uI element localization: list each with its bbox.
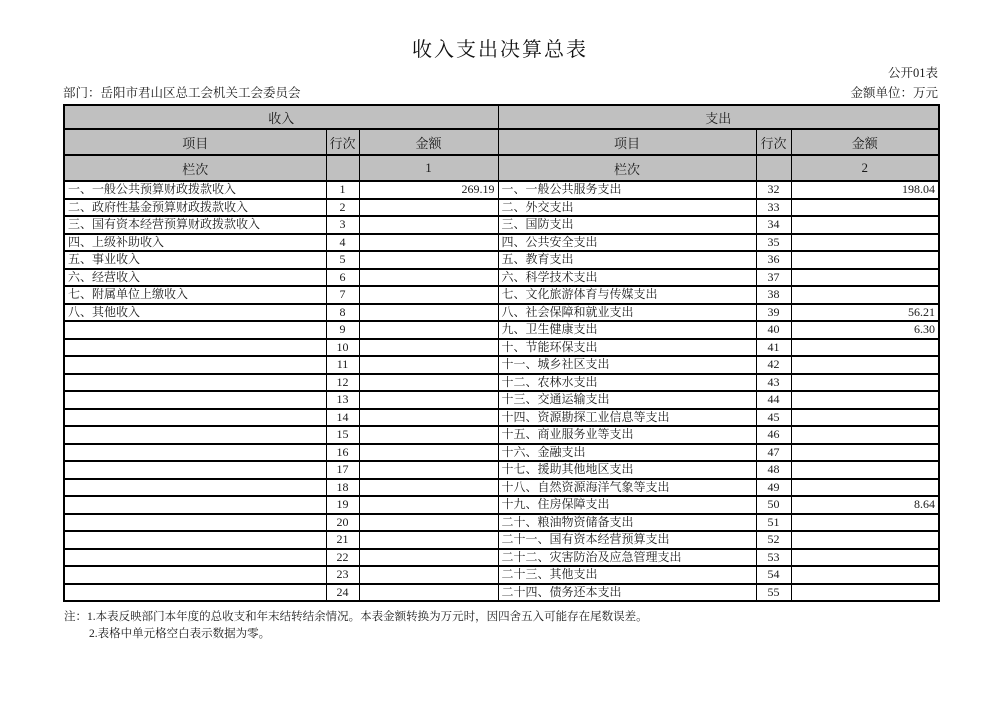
- income-rowno-cell: 21: [326, 531, 359, 549]
- table-row: [64, 181, 939, 199]
- income-amount-cell: [359, 426, 498, 444]
- expense-amount-cell: 6.30: [791, 321, 939, 339]
- expense-rowno-cell: 43: [756, 374, 791, 392]
- expense-item-cell: 十六、金融支出: [498, 444, 756, 462]
- income-item-cell: [64, 549, 326, 567]
- income-amount-cell: [359, 549, 498, 567]
- income-item-cell: 五、事业收入: [64, 251, 326, 269]
- expense-lanci-blank: [756, 155, 791, 181]
- expense-amount-cell: [791, 391, 939, 409]
- table-row: [64, 216, 939, 234]
- table-row: [64, 549, 939, 567]
- table-row: [64, 234, 939, 252]
- income-rowno-cell: 16: [326, 444, 359, 462]
- income-amount-cell: [359, 444, 498, 462]
- income-amount-cell: [359, 374, 498, 392]
- expense-rowno-cell: 46: [756, 426, 791, 444]
- income-amount-cell: [359, 304, 498, 322]
- income-rowno-cell: 18: [326, 479, 359, 497]
- expense-rowno-cell: 32: [756, 181, 791, 199]
- table-row: [64, 321, 939, 339]
- expense-amount-cell: [791, 199, 939, 217]
- table-row: [64, 426, 939, 444]
- expense-rowno-cell: 35: [756, 234, 791, 252]
- table-row: [64, 304, 939, 322]
- expense-amount-cell: [791, 514, 939, 532]
- column-header-row: [64, 129, 939, 155]
- income-item-cell: 三、国有资本经营预算财政拨款收入: [64, 216, 326, 234]
- expense-rowno-cell: 49: [756, 479, 791, 497]
- meta-row: [63, 83, 938, 101]
- income-rowno-cell: 4: [326, 234, 359, 252]
- income-amount-cell: [359, 286, 498, 304]
- table-row: [64, 251, 939, 269]
- expense-rowno-cell: 41: [756, 339, 791, 357]
- income-rowno-cell: 15: [326, 426, 359, 444]
- income-amount-cell: [359, 409, 498, 427]
- income-amount-cell: [359, 234, 498, 252]
- expense-rowno-cell: 44: [756, 391, 791, 409]
- expense-item-cell: 七、文化旅游体育与传媒支出: [498, 286, 756, 304]
- income-item-cell: [64, 356, 326, 374]
- expense-item-cell: 十九、住房保障支出: [498, 496, 756, 514]
- income-amount-cell: [359, 356, 498, 374]
- expense-amount-cell: [791, 584, 939, 602]
- expense-amount-cell: [791, 479, 939, 497]
- table-row: [64, 269, 939, 287]
- income-rowno-cell: 5: [326, 251, 359, 269]
- income-item-cell: 八、其他收入: [64, 304, 326, 322]
- expense-rowno-header: 行次: [756, 129, 791, 155]
- income-column-no: 1: [359, 155, 498, 181]
- income-amount-cell: [359, 514, 498, 532]
- expense-rowno-cell: 51: [756, 514, 791, 532]
- income-rowno-cell: 12: [326, 374, 359, 392]
- expense-amount-cell: [791, 374, 939, 392]
- income-lanci-label: 栏次: [64, 155, 326, 181]
- expense-rowno-cell: 42: [756, 356, 791, 374]
- expense-item-cell: 二十四、债务还本支出: [498, 584, 756, 602]
- expense-item-cell: 十七、援助其他地区支出: [498, 461, 756, 479]
- income-amount-cell: [359, 496, 498, 514]
- expense-amount-cell: [791, 531, 939, 549]
- expense-amount-cell: 56.21: [791, 304, 939, 322]
- expense-rowno-cell: 45: [756, 409, 791, 427]
- expense-item-cell: 十二、农林水支出: [498, 374, 756, 392]
- income-item-cell: [64, 496, 326, 514]
- expense-amount-cell: 8.64: [791, 496, 939, 514]
- table-row: [64, 566, 939, 584]
- expense-rowno-cell: 38: [756, 286, 791, 304]
- table-row: [64, 199, 939, 217]
- expense-amount-cell: [791, 216, 939, 234]
- income-rowno-cell: 8: [326, 304, 359, 322]
- income-item-cell: [64, 374, 326, 392]
- income-amount-cell: [359, 584, 498, 602]
- income-amount-cell: [359, 321, 498, 339]
- income-rowno-cell: 11: [326, 356, 359, 374]
- income-item-cell: [64, 479, 326, 497]
- table-row: [64, 339, 939, 357]
- page-title: 收入支出决算总表: [412, 39, 588, 61]
- expense-item-header: 项目: [498, 129, 756, 155]
- income-amount-cell: [359, 461, 498, 479]
- table-row: [64, 584, 939, 602]
- income-amount-cell: [359, 269, 498, 287]
- expense-item-cell: 二十二、灾害防治及应急管理支出: [498, 549, 756, 567]
- unit-label: 金额单位：万元: [850, 86, 938, 100]
- income-rowno-cell: 3: [326, 216, 359, 234]
- table-row: [64, 391, 939, 409]
- footnote-1: 注：1.本表反映部门本年度的总收支和年末结转结余情况。本表金额转换为万元时，因四舍五入可能存在尾数误差。: [64, 611, 648, 623]
- income-item-cell: [64, 444, 326, 462]
- expense-item-cell: 十一、城乡社区支出: [498, 356, 756, 374]
- expense-amount-cell: [791, 339, 939, 357]
- expense-item-cell: 九、卫生健康支出: [498, 321, 756, 339]
- expense-rowno-cell: 54: [756, 566, 791, 584]
- income-item-cell: 六、经营收入: [64, 269, 326, 287]
- expense-amount-cell: [791, 269, 939, 287]
- income-section-header: 收入: [64, 105, 498, 129]
- table-row: [64, 531, 939, 549]
- expense-rowno-cell: 48: [756, 461, 791, 479]
- expense-item-cell: 六、科学技术支出: [498, 269, 756, 287]
- table-row: [64, 286, 939, 304]
- income-item-header: 项目: [64, 129, 326, 155]
- income-lanci-blank: [326, 155, 359, 181]
- expense-amount-cell: [791, 286, 939, 304]
- table-row: [64, 461, 939, 479]
- expense-item-cell: 二十一、国有资本经营预算支出: [498, 531, 756, 549]
- expense-rowno-cell: 40: [756, 321, 791, 339]
- expense-amount-cell: [791, 461, 939, 479]
- expense-item-cell: 三、国防支出: [498, 216, 756, 234]
- expense-amount-cell: [791, 444, 939, 462]
- footnotes: [64, 609, 648, 643]
- expense-item-cell: 八、社会保障和就业支出: [498, 304, 756, 322]
- income-rowno-cell: 2: [326, 199, 359, 217]
- expense-item-cell: 二、外交支出: [498, 199, 756, 217]
- expense-item-cell: 十三、交通运输支出: [498, 391, 756, 409]
- income-item-cell: [64, 584, 326, 602]
- income-item-cell: [64, 461, 326, 479]
- expense-item-cell: 十八、自然资源海洋气象等支出: [498, 479, 756, 497]
- footnote-2: 2.表格中单元格空白表示数据为零。: [89, 628, 271, 640]
- income-amount-cell: [359, 479, 498, 497]
- income-rowno-cell: 13: [326, 391, 359, 409]
- income-rowno-cell: 20: [326, 514, 359, 532]
- income-amount-cell: [359, 251, 498, 269]
- expense-amount-cell: [791, 409, 939, 427]
- income-rowno-cell: 19: [326, 496, 359, 514]
- income-rowno-cell: 9: [326, 321, 359, 339]
- expense-amount-cell: 198.04: [791, 181, 939, 199]
- expense-item-cell: 十四、资源勘探工业信息等支出: [498, 409, 756, 427]
- income-amount-cell: [359, 199, 498, 217]
- expense-rowno-cell: 53: [756, 549, 791, 567]
- income-item-cell: 七、附属单位上缴收入: [64, 286, 326, 304]
- income-rowno-cell: 17: [326, 461, 359, 479]
- expense-rowno-cell: 37: [756, 269, 791, 287]
- income-item-cell: [64, 531, 326, 549]
- table-body: [64, 181, 939, 601]
- expense-item-cell: 十五、商业服务业等支出: [498, 426, 756, 444]
- expense-rowno-cell: 39: [756, 304, 791, 322]
- income-item-cell: [64, 514, 326, 532]
- table-row: [64, 374, 939, 392]
- expense-amount-cell: [791, 566, 939, 584]
- expense-rowno-cell: 34: [756, 216, 791, 234]
- expense-amount-cell: [791, 356, 939, 374]
- expense-item-cell: 二十三、其他支出: [498, 566, 756, 584]
- income-rowno-cell: 23: [326, 566, 359, 584]
- expense-column-no: 2: [791, 155, 939, 181]
- department-label: 部门：岳阳市君山区总工会机关工会委员会: [63, 86, 301, 100]
- income-rowno-cell: 1: [326, 181, 359, 199]
- income-item-cell: [64, 321, 326, 339]
- income-rowno-cell: 6: [326, 269, 359, 287]
- expense-item-cell: 二十、粮油物资储备支出: [498, 514, 756, 532]
- income-amount-cell: [359, 531, 498, 549]
- income-amount-cell: [359, 391, 498, 409]
- table-row: [64, 409, 939, 427]
- expense-section-header: 支出: [498, 105, 939, 129]
- expense-item-cell: 一、一般公共服务支出: [498, 181, 756, 199]
- income-rowno-cell: 22: [326, 549, 359, 567]
- expense-rowno-cell: 36: [756, 251, 791, 269]
- expense-rowno-cell: 33: [756, 199, 791, 217]
- table-code-label: 公开01表: [887, 66, 938, 80]
- income-rowno-cell: 14: [326, 409, 359, 427]
- table-row: [64, 444, 939, 462]
- main-table: [63, 104, 940, 602]
- income-item-cell: [64, 409, 326, 427]
- table-row: [64, 479, 939, 497]
- expense-rowno-cell: 47: [756, 444, 791, 462]
- table-row: [64, 356, 939, 374]
- table-row: [64, 514, 939, 532]
- income-amount-cell: [359, 566, 498, 584]
- expense-lanci-label: 栏次: [498, 155, 756, 181]
- income-item-cell: [64, 426, 326, 444]
- expense-amount-cell: [791, 426, 939, 444]
- expense-item-cell: 五、教育支出: [498, 251, 756, 269]
- table-row: [64, 496, 939, 514]
- expense-rowno-cell: 50: [756, 496, 791, 514]
- income-rowno-header: 行次: [326, 129, 359, 155]
- income-amount-cell: 269.19: [359, 181, 498, 199]
- income-item-cell: 四、上级补助收入: [64, 234, 326, 252]
- income-rowno-cell: 7: [326, 286, 359, 304]
- income-amount-cell: [359, 339, 498, 357]
- income-amount-header: 金额: [359, 129, 498, 155]
- expense-item-cell: 十、节能环保支出: [498, 339, 756, 357]
- section-band-row: [64, 105, 939, 129]
- income-item-cell: [64, 566, 326, 584]
- income-item-cell: 二、政府性基金预算财政拨款收入: [64, 199, 326, 217]
- expense-amount-header: 金额: [791, 129, 939, 155]
- expense-amount-cell: [791, 251, 939, 269]
- income-item-cell: [64, 339, 326, 357]
- lanci-row: [64, 155, 939, 181]
- income-rowno-cell: 10: [326, 339, 359, 357]
- expense-rowno-cell: 52: [756, 531, 791, 549]
- expense-item-cell: 四、公共安全支出: [498, 234, 756, 252]
- expense-amount-cell: [791, 234, 939, 252]
- income-amount-cell: [359, 216, 498, 234]
- income-rowno-cell: 24: [326, 584, 359, 602]
- expense-rowno-cell: 55: [756, 584, 791, 602]
- expense-amount-cell: [791, 549, 939, 567]
- income-item-cell: 一、一般公共预算财政拨款收入: [64, 181, 326, 199]
- income-item-cell: [64, 391, 326, 409]
